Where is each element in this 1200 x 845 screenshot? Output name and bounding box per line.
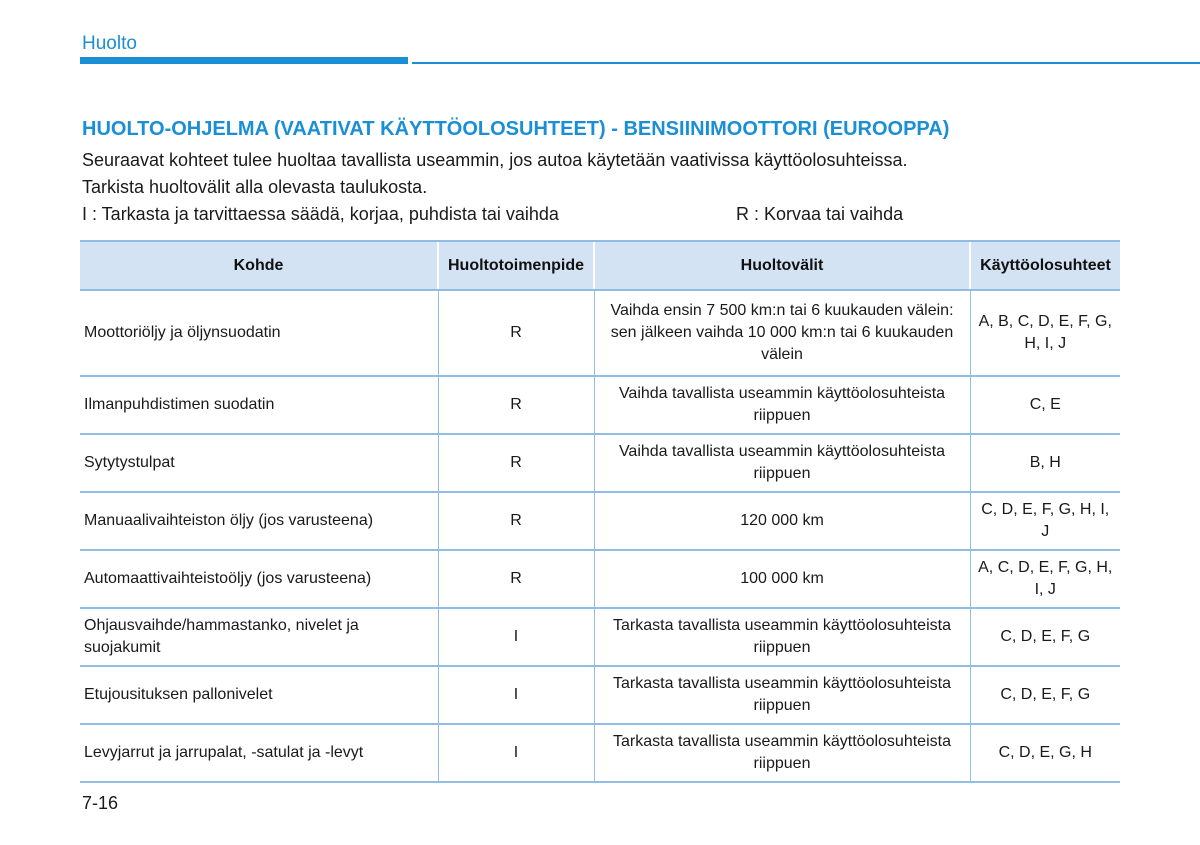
cell-toimenpide: R: [438, 290, 594, 376]
cell-kohde: Levyjarrut ja jarrupalat, -satulat ja -levyt: [80, 724, 438, 782]
maintenance-schedule-table: [80, 240, 1120, 783]
cell-toimenpide: R: [438, 550, 594, 608]
page-title: HUOLTO-OHJELMA (VAATIVAT KÄYTTÖOLOSUHTEET) - BENSIINIMOOTTORI (EUROOPPA): [82, 118, 950, 140]
intro-line-1: Seuraavat kohteet tulee huoltaa tavallista useammin, jos autoa käytetään vaativissa käyttöolosuhteissa.: [82, 150, 908, 170]
cell-valit: Vaihda tavallista useammin käyttöolosuhteista riippuen: [594, 376, 970, 434]
cell-valit: 100 000 km: [594, 550, 970, 608]
cell-toimenpide: I: [438, 724, 594, 782]
legend-replace: R : Korvaa tai vaihda: [736, 204, 904, 224]
legend-inspect: I : Tarkasta ja tarvittaessa säädä, korjaa, puhdista tai vaihda: [82, 204, 559, 224]
cell-toimenpide: R: [438, 434, 594, 492]
cell-kohde: Manuaalivaihteiston öljy (jos varusteena): [80, 492, 438, 550]
cell-toimenpide: R: [438, 492, 594, 550]
table-row: [80, 608, 1120, 666]
cell-olosuhteet: B, H: [970, 434, 1120, 492]
column-header-kohde: Kohde: [80, 241, 438, 290]
cell-toimenpide: I: [438, 666, 594, 724]
cell-olosuhteet: C, D, E, F, G: [970, 666, 1120, 724]
cell-kohde: Moottoriöljy ja öljynsuodatin: [80, 290, 438, 376]
cell-olosuhteet: A, C, D, E, F, G, H, I, J: [970, 550, 1120, 608]
table-row: [80, 290, 1120, 376]
cell-valit: Tarkasta tavallista useammin käyttöolosuhteista riippuen: [594, 666, 970, 724]
page-number: 7-16: [82, 793, 119, 813]
cell-kohde: Ohjausvaihde/hammastanko, nivelet ja suojakumit: [80, 608, 438, 666]
cell-kohde: Sytytystulpat: [80, 434, 438, 492]
cell-kohde: Ilmanpuhdistimen suodatin: [80, 376, 438, 434]
column-header-huoltovalit: Huoltovälit: [594, 241, 970, 290]
table-row: [80, 492, 1120, 550]
cell-toimenpide: I: [438, 608, 594, 666]
cell-valit: Tarkasta tavallista useammin käyttöolosuhteista riippuen: [594, 608, 970, 666]
cell-olosuhteet: A, B, C, D, E, F, G, H, I, J: [970, 290, 1120, 376]
table-row: [80, 666, 1120, 724]
cell-kohde: Automaattivaihteistoöljy (jos varusteena): [80, 550, 438, 608]
cell-valit: Tarkasta tavallista useammin käyttöolosuhteista riippuen: [594, 724, 970, 782]
cell-olosuhteet: C, E: [970, 376, 1120, 434]
table-header-row: [80, 241, 1120, 290]
cell-valit: Vaihda tavallista useammin käyttöolosuhteista riippuen: [594, 434, 970, 492]
column-header-huoltotoimenpide: Huoltotoimenpide: [438, 241, 594, 290]
cell-olosuhteet: C, D, E, F, G: [970, 608, 1120, 666]
table-row: [80, 376, 1120, 434]
section-label: Huolto: [82, 33, 137, 54]
cell-toimenpide: R: [438, 376, 594, 434]
intro-line-2: Tarkista huoltovälit alla olevasta taulukosta.: [82, 177, 428, 197]
header-bar-thin: [412, 62, 1200, 64]
cell-olosuhteet: C, D, E, F, G, H, I, J: [970, 492, 1120, 550]
header-bar-thick: [80, 57, 408, 64]
cell-kohde: Etujousituksen pallonivelet: [80, 666, 438, 724]
column-header-kayttoolosuhteet: Käyttöolosuhteet: [970, 241, 1120, 290]
cell-valit: 120 000 km: [594, 492, 970, 550]
table-row: [80, 434, 1120, 492]
cell-valit: Vaihda ensin 7 500 km:n tai 6 kuukauden välein: sen jälkeen vaihda 10 000 km:n tai 6 kuukauden välein: [594, 290, 970, 376]
table-row: [80, 550, 1120, 608]
table-row: [80, 724, 1120, 782]
cell-olosuhteet: C, D, E, G, H: [970, 724, 1120, 782]
